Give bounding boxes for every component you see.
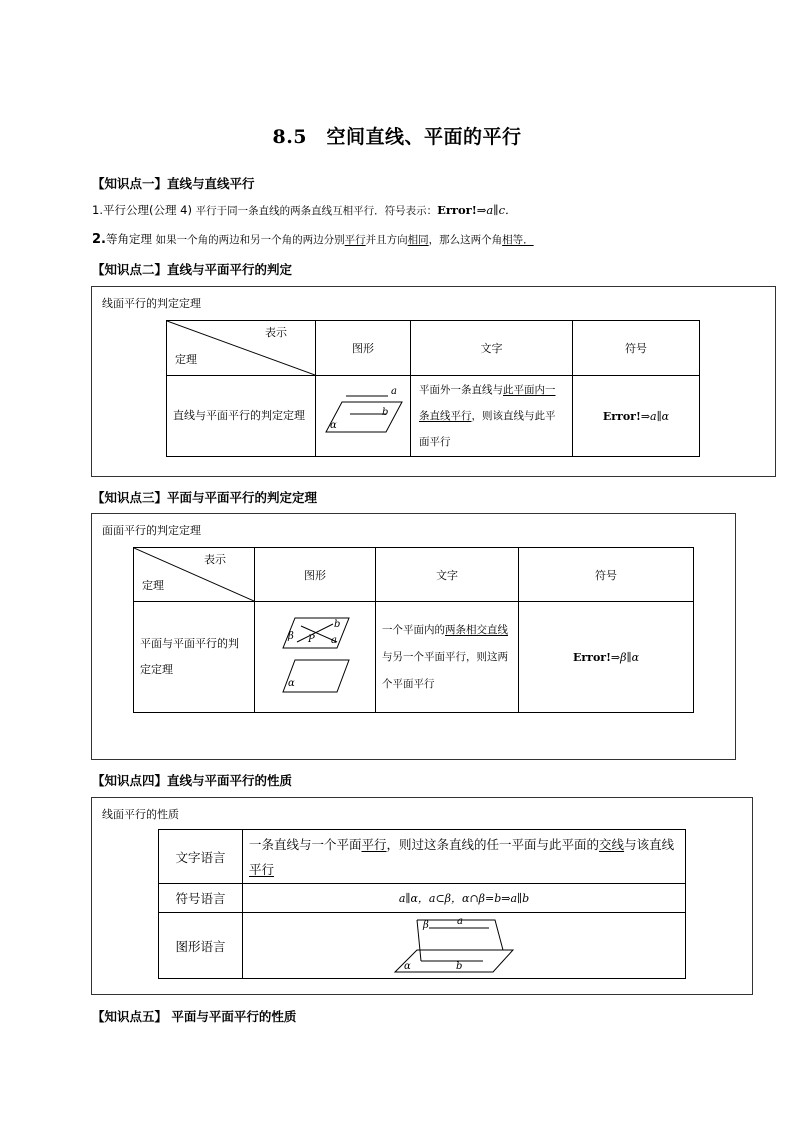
kp2-row-label: 直线与平面平行的判定定理 [167, 376, 316, 457]
kp1-item2: 2.等角定理 如果一个角的两边和另一个角的两边分别平行并且方向相同，那么这两个角相等． [92, 232, 534, 247]
kp4-table [158, 829, 686, 979]
diagonal-line-icon [134, 548, 254, 601]
kp3-table [133, 547, 694, 713]
kp3-box-title: 面面平行的判定定理 [102, 524, 201, 537]
kp4-box-title: 线面平行的性质 [102, 808, 179, 821]
kp3-col-figure: 图形 [255, 548, 376, 602]
kp3-header: 【知识点三】平面与平面平行的判定定理 [92, 490, 318, 505]
kp3-row-label: 平面与平面平行的判定定理 [134, 602, 255, 713]
kp2-figure-cell: a b α [316, 376, 411, 457]
kp4-r3-label: 图形语言 [159, 913, 243, 979]
kp3-text-cell: 一个平面内的两条相交直线与另一个平面平行，则这两个平面平行 [376, 602, 519, 713]
kp4-header: 【知识点四】直线与平面平行的性质 [92, 773, 293, 788]
kp3-diag-cell: 表示 定理 [134, 548, 255, 602]
kp2-diag-cell: 表示 定理 [167, 321, 316, 376]
kp4-r1-value: 一条直线与一个平面平行，则过这条直线的任一平面与此平面的交线与该直线平行 [243, 830, 686, 884]
kp3-symbol-cell: Error!⇒β∥α [519, 602, 694, 713]
kp2-col-symbol: 符号 [573, 321, 700, 376]
kp2-table [166, 320, 700, 457]
kp2-col-text: 文字 [411, 321, 573, 376]
kp1-item1: 1.平行公理(公理 4) 平行于同一条直线的两条直线互相平行．符号表示：Error!⇒a∥c． [92, 203, 517, 217]
kp3-col-symbol: 符号 [519, 548, 694, 602]
kp2-header: 【知识点二】直线与平面平行的判定 [92, 262, 293, 277]
kp1-header: 【知识点一】直线与直线平行 [92, 176, 255, 191]
kp4-r2-label: 符号语言 [159, 884, 243, 913]
page-title: 8.5 空间直线、平面的平行 [272, 126, 522, 148]
kp4-figure-cell: β a α b [243, 913, 686, 979]
kp4-r2-value: a∥α，a⊂β，α∩β=b⇒a∥b [243, 884, 686, 913]
kp2-symbol-cell: Error!⇒a∥α [573, 376, 700, 457]
kp2-text-cell: 平面外一条直线与此平面内一条直线平行，则该直线与此平面平行 [411, 376, 573, 457]
kp3-figure-cell: b β P a α [255, 602, 376, 713]
plane-plane-parallel-figure [255, 602, 375, 712]
line-plane-property-figure [243, 914, 683, 978]
kp5-header: 【知识点五】 平面与平面平行的性质 [92, 1009, 297, 1024]
kp2-col-figure: 图形 [316, 321, 411, 376]
kp3-col-text: 文字 [376, 548, 519, 602]
kp2-box-title: 线面平行的判定定理 [102, 297, 201, 310]
kp4-r1-label: 文字语言 [159, 830, 243, 884]
